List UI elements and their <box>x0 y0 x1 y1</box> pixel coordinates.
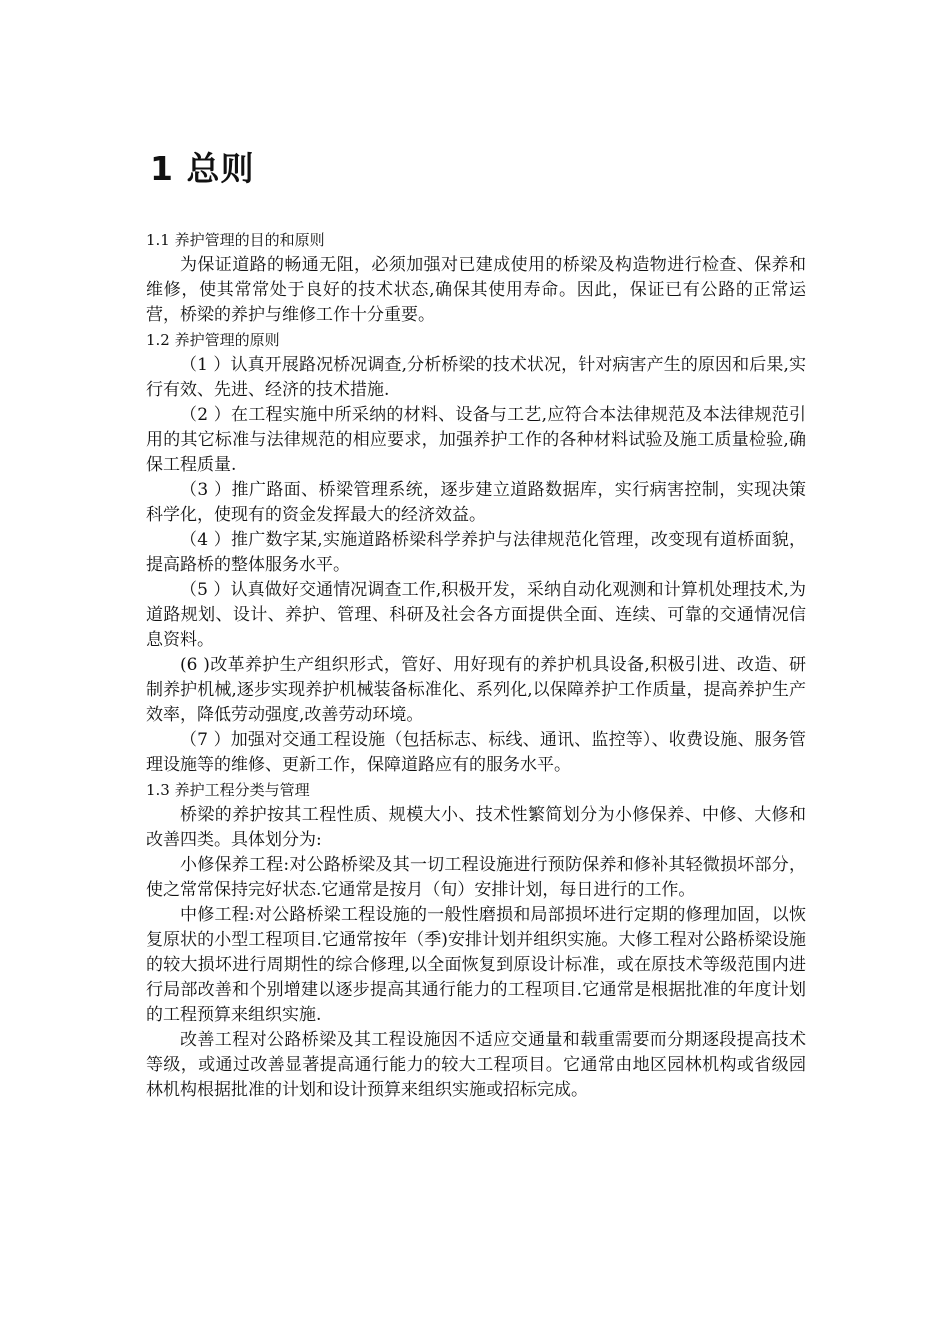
paragraph: (6 )改革养护生产组织形式，管好、用好现有的养护机具设备,积极引进、改造、研制养护机械,逐步实现养护机械装备标准化、系列化,以保障养护工作质量，提高养护生产效率，降低劳动强度,改善劳动环境。 <box>146 655 806 725</box>
paragraph: （4 ）推广数字某,实施道路桥梁科学养护与法律规范化管理，改变现有道桥面貌，提高路桥的整体服务水平。 <box>146 530 806 575</box>
paragraph: （3 ）推广路面、桥梁管理系统，逐步建立道路数据库，实行病害控制，实现决策科学化，使现有的资金发挥最大的经济效益。 <box>146 480 806 525</box>
section-heading: 1.3 养护工程分类与管理 <box>146 781 310 799</box>
paragraph: 改善工程对公路桥梁及其工程设施因不适应交通量和载重需要而分期逐段提高技术等级，或通过改善显著提高通行能力的较大工程项目。它通常由地区园林机构或省级园林机构根据批准的计划和设计预算来组织实施或招标完成。 <box>146 1030 806 1100</box>
paragraph: 中修工程:对公路桥梁工程设施的一般性磨损和局部损坏进行定期的修理加固，以恢复原状的小型工程项目.它通常按年（季)安排计划并组织实施。大修工程对公路桥梁设施的较大损坏进行周期性的综合修理,以全面恢复到原设计标准，或在原技术等级范围内进行局部改善和个别增建以逐步提高其通行能力的工程项目.它通常是根据批准的年度计划的工程预算来组织实施. <box>146 905 806 1025</box>
section-heading: 1.2 养护管理的原则 <box>146 331 280 349</box>
paragraph: 小修保养工程:对公路桥梁及其一切工程设施进行预防保养和修补其轻微损坏部分，使之常常保持完好状态.它通常是按月（旬）安排计划，每日进行的工作。 <box>146 855 806 900</box>
chapter-title: 1 总则 <box>150 149 255 188</box>
paragraph: （2 ）在工程实施中所采纳的材料、设备与工艺,应符合本法律规范及本法律规范引用的其它标准与法律规范的相应要求，加强养护工作的各种材料试验及施工质量检验,确保工程质量. <box>146 405 806 475</box>
paragraph: 为保证道路的畅通无阻，必须加强对已建成使用的桥梁及构造物进行检查、保养和维修，使其常常处于良好的技术状态,确保其使用寿命。因此，保证已有公路的正常运营，桥梁的养护与维修工作十分重要。 <box>146 255 806 325</box>
paragraph: （7 ）加强对交通工程设施（包括标志、标线、通讯、监控等）、收费设施、服务管理设施等的维修、更新工作，保障道路应有的服务水平。 <box>146 730 806 775</box>
document-body <box>146 228 806 1103</box>
section-heading: 1.1 养护管理的目的和原则 <box>146 231 325 249</box>
paragraph: （5 ）认真做好交通情况调查工作,积极开发，采纳自动化观测和计算机处理技术,为道路规划、设计、养护、管理、科研及社会各方面提供全面、连续、可靠的交通情况信息资料。 <box>146 580 806 650</box>
paragraph: （1 ）认真开展路况桥况调查,分析桥梁的技术状况，针对病害产生的原因和后果,实行有效、先进、经济的技术措施. <box>146 355 806 400</box>
paragraph: 桥梁的养护按其工程性质、规模大小、技术性繁简划分为小修保养、中修、大修和改善四类。具体划分为: <box>146 805 806 850</box>
